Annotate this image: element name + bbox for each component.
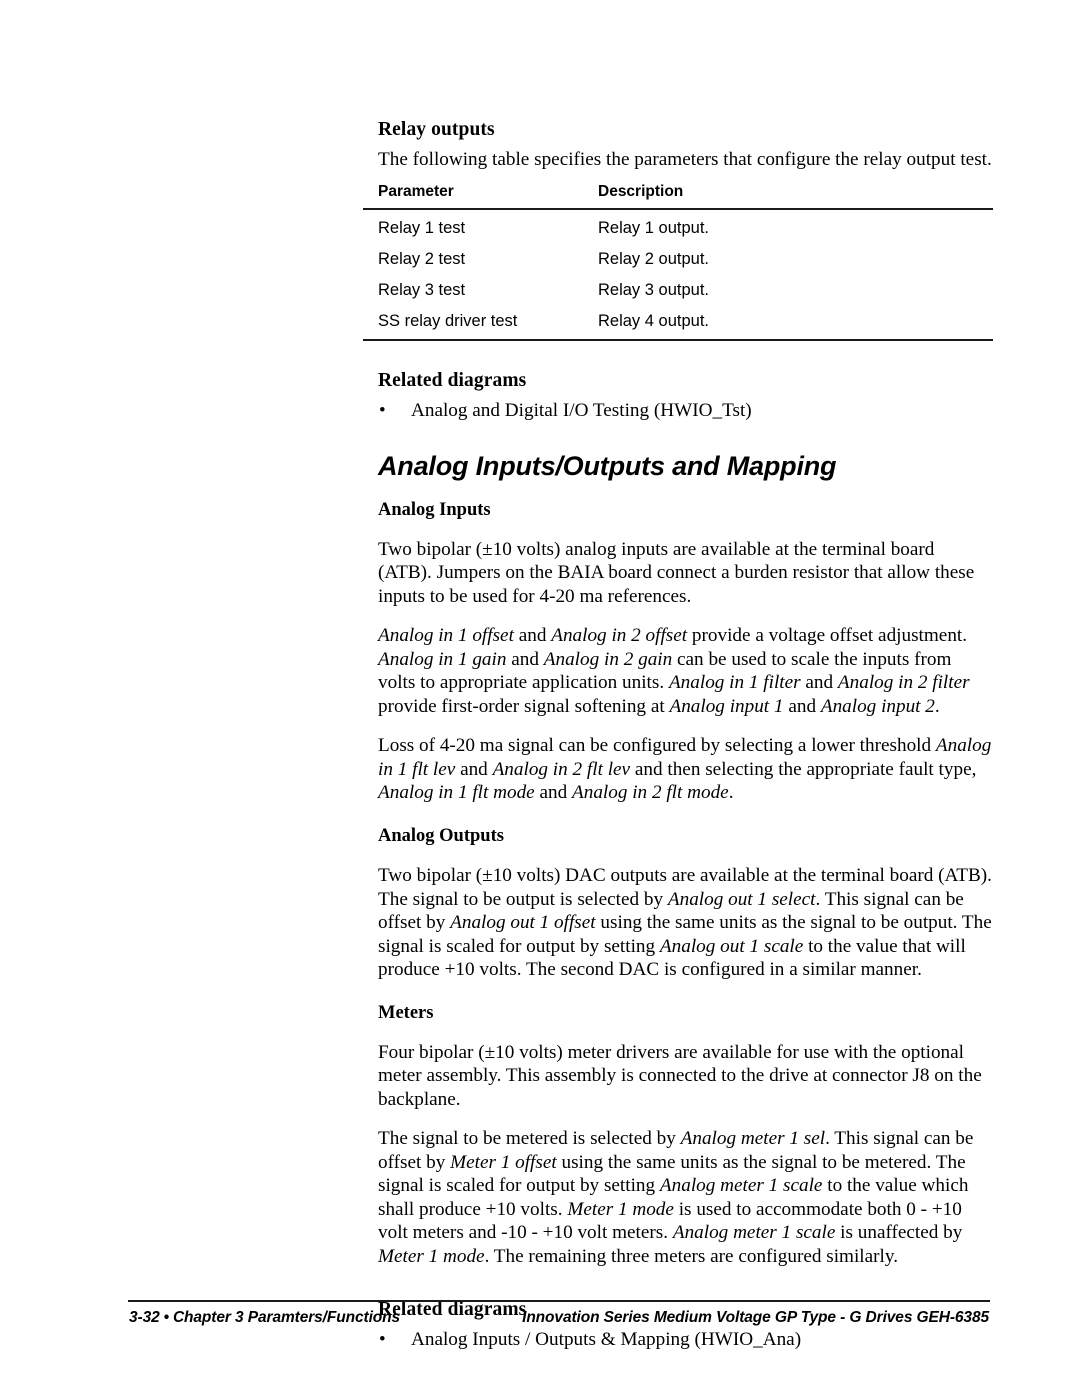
cell-parameter: Relay 3 test (378, 281, 466, 299)
page-title: Analog Inputs/Outputs and Mapping (378, 451, 837, 481)
heading-relay-outputs: Relay outputs (378, 119, 495, 140)
table-row (363, 306, 993, 340)
analog-outputs-paragraph-1: Two bipolar (±10 volts) DAC outputs are available at the terminal board (ATB). The signal to be output is selected by Analog out 1 select. This signal can be offset by Analog out 1 offset using the same units as the signal to be output. The signal is scaled for output by setting Analog out 1 scale to the value that will produce +10 volts. The second DAC is configured in a similar manner. (378, 865, 992, 981)
table-row (363, 275, 993, 306)
param-ref: Meter 1 offset (450, 1151, 557, 1173)
footer-chapter-label: Chapter 3 Paramters/Functions (172, 1309, 401, 1326)
related-diagrams-list-2 (378, 1328, 992, 1351)
table-header-row (363, 181, 993, 209)
related-diagrams-list-1 (378, 399, 992, 422)
list-item-label: Analog and Digital I/O Testing (HWIO_Tst) (411, 400, 752, 421)
cell-parameter: SS relay driver test (363, 306, 583, 340)
meters-paragraph-2: The signal to be metered is selected by Analog meter 1 sel. This signal can be offset by Meter 1 offset using the same units as the signal to be metered. The signal is scaled for output by setting Analog meter 1 scale to the value which shall produce +10 volts. Meter 1 mode is used to accommodate both 0 - +10 volt meters and -10 - +10 volt meters. Analog meter 1 scale is unaffected by Meter 1 mode. The remaining three meters are configured similarly. (378, 1128, 974, 1267)
param-ref: Analog input 2 (820, 695, 935, 717)
heading-meters: Meters (378, 1002, 434, 1023)
param-ref: Analog in 2 flt lev (492, 758, 631, 780)
column-header-parameter: Parameter (363, 181, 583, 209)
spacer (378, 805, 992, 825)
param-ref: Analog meter 1 scale (659, 1175, 823, 1197)
spacer (378, 521, 992, 538)
param-ref: Analog out 1 select (667, 888, 816, 910)
cell-description: Relay 1 output. (598, 219, 709, 237)
param-ref: Meter 1 mode (378, 1245, 485, 1267)
param-ref: Analog in 2 flt mode (572, 782, 729, 804)
param-ref: Meter 1 mode (567, 1198, 674, 1220)
footer-page-number: 3-32 (129, 1309, 160, 1326)
heading-related-diagrams-1: Related diagrams (378, 370, 527, 391)
param-ref: Analog in 1 flt lev (378, 735, 992, 780)
param-ref: Analog meter 1 scale (672, 1222, 836, 1244)
param-ref: Analog in 2 gain (543, 648, 673, 670)
relay-parameter-table (363, 181, 993, 341)
spacer (378, 1024, 992, 1041)
footer-separator-icon: • (163, 1309, 169, 1326)
cell-parameter: Relay 2 test (378, 250, 466, 268)
heading-analog-inputs: Analog Inputs (378, 499, 491, 520)
heading-related-diagrams-2: Related diagrams (378, 1299, 527, 1321)
spacer (378, 482, 992, 499)
param-ref: Analog in 1 offset (378, 625, 514, 647)
footer-left (128, 1309, 400, 1327)
param-ref: Analog out 1 scale (659, 935, 804, 957)
cell-description: Relay 2 output. (598, 250, 709, 268)
param-ref: Analog meter 1 sel (680, 1128, 826, 1150)
relay-outputs-intro: The following table specifies the parameters that configure the relay output test. (378, 149, 992, 170)
param-ref: Analog in 1 gain (378, 648, 507, 670)
spacer (378, 1268, 992, 1298)
heading-analog-outputs: Analog Outputs (378, 825, 504, 846)
cell-description: Relay 3 output. (598, 281, 709, 299)
spacer (378, 847, 992, 864)
list-item (378, 1328, 992, 1351)
param-ref: Analog in 2 offset (551, 625, 688, 647)
list-item (378, 399, 992, 422)
spacer (378, 422, 992, 452)
param-ref: Analog in 1 flt mode (378, 782, 535, 804)
cell-parameter: Relay 1 test (378, 219, 466, 237)
footer-divider (128, 1300, 990, 1302)
footer-content (128, 1309, 990, 1327)
param-ref: Analog in 2 filter (837, 672, 970, 694)
bullet-icon: • (379, 400, 386, 421)
page-footer (128, 1300, 990, 1327)
param-ref: Analog in 1 filter (668, 672, 801, 694)
param-ref: Analog out 1 offset (450, 912, 596, 934)
column-header-description: Description (583, 181, 993, 209)
analog-inputs-paragraph-3: Loss of 4-20 ma signal can be configured by selecting a lower threshold Analog in 1 flt lev and Analog in 2 flt lev and then selecting the appropriate fault type, Analog in 1 flt mode and Analog in 2 flt mode. (378, 735, 992, 804)
spacer (378, 341, 992, 369)
footer-right: Innovation Series Medium Voltage GP Type - G Drives GEH-6385 (522, 1309, 989, 1326)
meters-paragraph-1: Four bipolar (±10 volts) meter drivers are available for use with the optional meter assembly. This assembly is connected to the drive at connector J8 on the backplane. (378, 1041, 982, 1110)
cell-description: Relay 4 output. (583, 306, 993, 340)
table-row (363, 244, 993, 275)
analog-inputs-paragraph-2: Analog in 1 offset and Analog in 2 offset provide a voltage offset adjustment. Analog in 1 gain and Analog in 2 gain can be used to scale the inputs from volts to appropriate application units. Analog in 1 filter and Analog in 2 filter provide first-order signal softening at Analog input 1 and Analog input 2. (378, 625, 970, 717)
content-column (378, 118, 992, 1351)
spacer (378, 982, 992, 1002)
analog-inputs-paragraph-1: Two bipolar (±10 volts) analog inputs are available at the terminal board (ATB). Jumpers on the BAIA board connect a burden resistor that allow these inputs to be used for 4-20 ma references. (378, 538, 975, 607)
table-row (363, 209, 993, 244)
bullet-icon: • (379, 1329, 386, 1351)
param-ref: Analog input 1 (669, 695, 784, 717)
list-item-label: Analog Inputs / Outputs & Mapping (HWIO_Ana) (411, 1329, 802, 1351)
